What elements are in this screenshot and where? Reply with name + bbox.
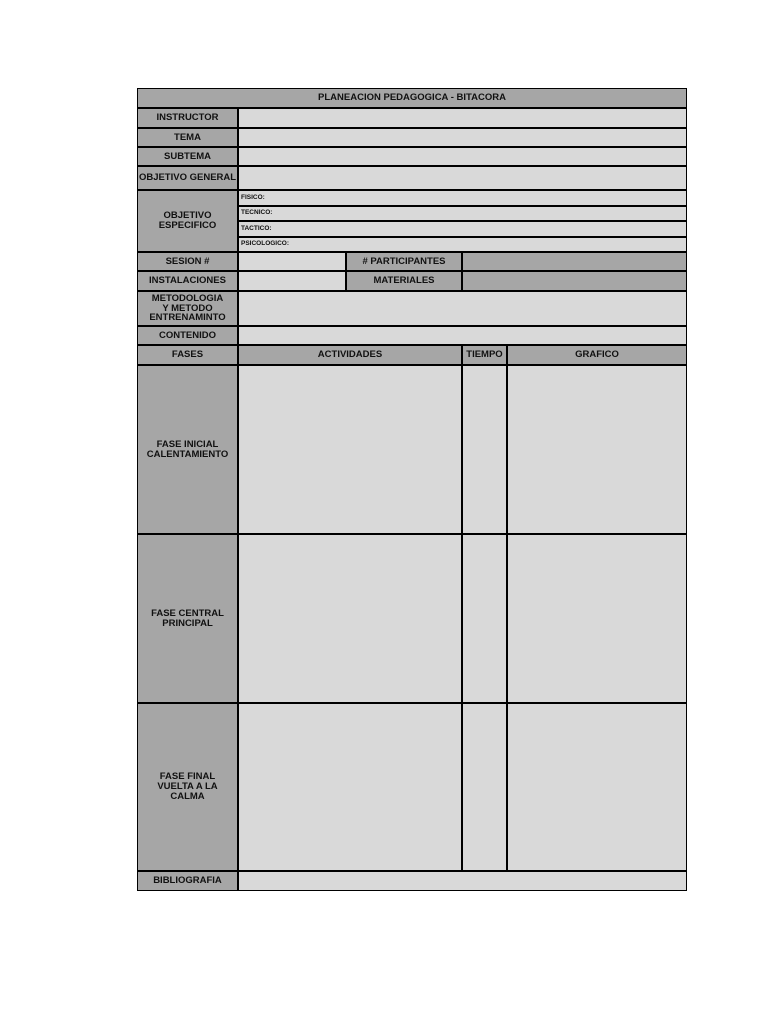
fase-inicial-actividades[interactable] [238,365,462,534]
participantes-field[interactable] [462,252,687,271]
tema-label: TEMA [137,128,238,147]
psicologico-field[interactable]: PSICOLOGICO: [238,237,687,252]
instructor-field[interactable] [238,108,687,128]
form-title: PLANEACION PEDAGOGICA - BITACORA [137,88,687,108]
fases-header: FASES [137,345,238,365]
tema-field[interactable] [238,128,687,147]
objetivo-especifico-label: OBJETIVO ESPECIFICO [137,190,238,252]
metodologia-label: METODOLOGIA Y METODO ENTRENAMINTO [137,291,238,326]
instalaciones-label: INSTALACIONES [137,271,238,291]
fase-inicial-label: FASE INICIAL CALENTAMIENTO [137,365,238,534]
fase-final-grafico[interactable] [507,703,687,871]
contenido-field[interactable] [238,326,687,345]
actividades-header: ACTIVIDADES [238,345,462,365]
contenido-label: CONTENIDO [137,326,238,345]
fisico-field[interactable]: FISICO: [238,190,687,206]
instructor-label: INSTRUCTOR [137,108,238,128]
metodologia-field[interactable] [238,291,687,326]
subtema-field[interactable] [238,147,687,166]
subtema-label: SUBTEMA [137,147,238,166]
fase-inicial-tiempo[interactable] [462,365,507,534]
materiales-label: MATERIALES [346,271,462,291]
bibliografia-field[interactable] [238,871,687,891]
grafico-header: GRAFICO [507,345,687,365]
fase-central-actividades[interactable] [238,534,462,703]
fase-inicial-grafico[interactable] [507,365,687,534]
bibliografia-label: BIBLIOGRAFIA [137,871,238,891]
participantes-label: # PARTICIPANTES [346,252,462,271]
planning-form [137,88,687,891]
materiales-field[interactable] [462,271,687,291]
fase-final-tiempo[interactable] [462,703,507,871]
tecnico-field[interactable]: TECNICO: [238,206,687,221]
instalaciones-field[interactable] [238,271,346,291]
fase-final-actividades[interactable] [238,703,462,871]
objetivo-general-field[interactable] [238,166,687,190]
tactico-field[interactable]: TACTICO: [238,221,687,237]
sesion-label: SESION # [137,252,238,271]
fase-central-grafico[interactable] [507,534,687,703]
fase-final-label: FASE FINAL VUELTA A LA CALMA [137,703,238,871]
objetivo-general-label: OBJETIVO GENERAL [137,166,238,190]
sesion-field[interactable] [238,252,346,271]
tiempo-header: TIEMPO [462,345,507,365]
fase-central-tiempo[interactable] [462,534,507,703]
fase-central-label: FASE CENTRAL PRINCIPAL [137,534,238,703]
